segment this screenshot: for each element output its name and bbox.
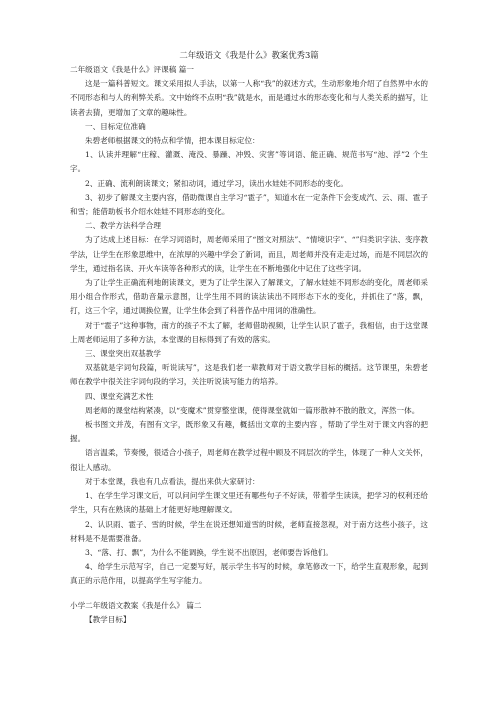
paragraph: 周老师的课堂结构紧凑，以“变魔术”贯穿整堂课，使得课堂就如一篇形散神不散的散文，浑然一体。: [85, 405, 420, 415]
document-title: 二年级语文《我是什么》教案优秀3篇: [179, 50, 319, 60]
paragraph: 对于“雹子”这种事物，南方的孩子不太了解，老师借助视频，让学生认识了雹子，我相信，由于这堂课上周老师运用了多种方法，本堂课的目标得到了有效的落实。: [70, 320, 428, 344]
subheading: 二、教学方法科学合理: [85, 221, 161, 231]
section-gap: [70, 589, 428, 599]
list-item: 3、初步了解课文主要内容，借助微课自主学习“雹子”，知道水在一定条件下会变成汽、云、雨、雹子和雪；能借助板书介绍水娃娃不同形态的变化。: [70, 192, 428, 217]
paragraph: 语言温柔，节奏慢，很适合小孩子，周老师在教学过程中顾及不同层次的学生，体现了一种人文关怀，很让人感动。: [70, 448, 428, 472]
subheading: 四、课堂充满艺术性: [85, 391, 154, 401]
list-item: 1、认读并理解“庄稼、灌溉、淹没、暴躁、冲毁、灾害”等词语、能正确、规范书写“池、浮”2 个生字。: [70, 150, 428, 174]
list-item: 1、在学生学习课文后，可以问问学生课文里还有哪些句子不好读，带着学生读读，把学习的权利还给学生，只有在熟读的基础上才能更好地理解课文。: [70, 491, 428, 515]
paragraph: 为了达成上述目标：在学习词语时，周老师采用了“图文对照法”、“情境识字”、“”归类识字法、变序教学法，让学生在形象思维中，在浓厚的兴趣中学会了新词，而且，周老师并没有走走过场，而是不同层次的学生，通过指名读、开火车读等各种形式的读，让学生在不断地强化中记住了这些字词。: [70, 235, 428, 273]
list-item: 4、给学生示范写字，自己一定要写好，展示学生书写的时候，拿笔修改一下，给学生直观形象，起到真正的示范作用，以提高学生写字能力。: [70, 562, 428, 586]
paragraph: 朱碧老师根据课文的特点和学情，把本课目标定位：: [85, 136, 260, 146]
section-heading: 小学二年级语文教案《我是什么》 篇二: [70, 600, 202, 610]
subheading: 一、目标定位准确: [85, 121, 146, 131]
paragraph: 板书图文并茂，有图有文字，既形象又有趣，概括出文章的主要内容 ，帮助了学生对于课文内容的把握。: [70, 420, 428, 444]
paragraph: 为了让学生正确流利地朗读课文，更为了让学生深入了解课文，了解水娃娃不同形态的变化，周老师采用小组合作形式，借助音量示意图，让学生用不同的读法读出不同形态下水的变化，并抓住了“落，飘，打，这三个字，通过调换位置，让学生体会到了科普作品中用词的准确性。: [70, 278, 428, 316]
list-item: 3、“落、打、飘”，为什么不能调换，学生说不出原因，老师要告诉他们。: [85, 547, 333, 557]
subheading: 【教学目标】: [85, 614, 131, 624]
paragraph: 对于本堂课，我也有几点看法，提出来供大家研讨：: [85, 476, 260, 486]
section-heading: 二年级语文《我是什么》评课稿 篇一: [70, 65, 194, 74]
paragraph: 这是一篇科普短文。课文采用拟人手法，以第一人称“我”的叙述方式，生动形象地介绍了自然界中水的不同形态和与人的利弊关系。文中始终不点明“我”就是水，而是通过水的形态变化和与人类关系的描写，让读者去猜，更增加了文章的趣味性。: [70, 79, 428, 117]
list-item: 2、正确、流利朗读课文；紧扣动词，通过学习，读出水娃娃不同形态的变化。: [85, 178, 349, 188]
document-page: [70, 48, 428, 627]
list-item: 2、认识雨、雹子、雪的时候，学生在说还想知道雪的时候，老师直接忽视，对于南方这些小孩子，这材料是不是需要准备。: [70, 519, 428, 543]
subheading: 三、课堂突出双基教学: [85, 349, 161, 359]
paragraph: 双基就是字词句段篇，听说读写”，这是我们老一辈教师对于语文教学目标的概括。这节课里，朱碧老师在教学中很关注字词句段的学习，关注听说读写能力的培养。: [70, 363, 428, 387]
